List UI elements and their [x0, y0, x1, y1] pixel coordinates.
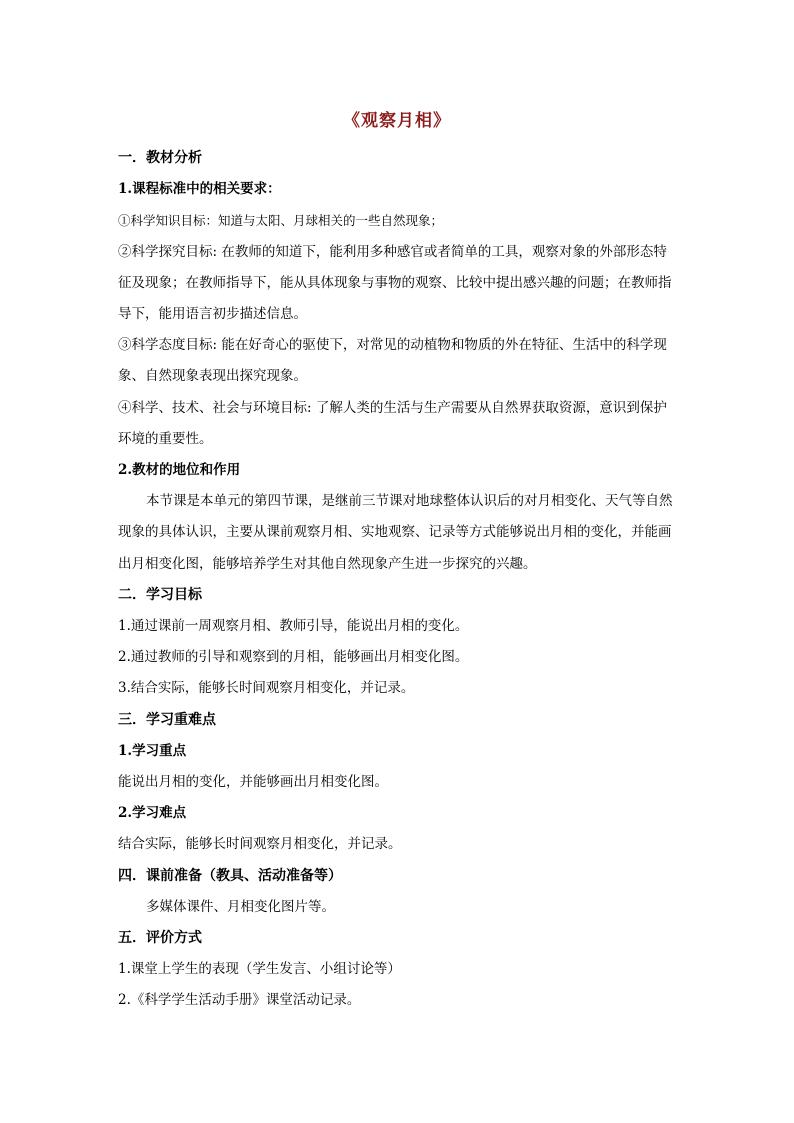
section-heading-2: 二．学习目标 — [118, 586, 202, 603]
list-item-evaluation-2: 2.《科学学生活动手册》课堂活动记录。 — [118, 992, 361, 1009]
list-item-evaluation-1: 1.课堂上学生的表现（学生发言、小组讨论等） — [118, 961, 401, 978]
paragraph-attitude-goal: ③科学态度目标: 能在好奇心的驱使下，对常见的动植物和物质的外在特征、生活中的科学现象、自然现象表现出探究现象。 — [118, 337, 667, 385]
list-item-objective-1: 1.通过课前一周观察月相、教师引导，能说出月相的变化。 — [118, 618, 469, 635]
section-heading-1: 一．教材分析 — [118, 150, 202, 166]
document-title: 《观察月相》 — [343, 111, 451, 131]
paragraph-inquiry-goal: ②科学探究目标: 在教师的知道下，能利用多种感官或者简单的工具，观察对象的外部形态特征及现象；在教师指导下，能从具体现象与事物的观察、比较中提出感兴趣的问题；在教师指导下，能用语言初步描述信息。 — [118, 243, 672, 323]
paragraph-sts-goal: ④科学、技术、社会与环境目标: 了解人类的生活与生产需要从自然界获取资源，意识到保护环境的重要性。 — [118, 399, 667, 447]
subheading-curriculum-requirements: 1.课程标准中的相关要求： — [118, 181, 281, 198]
section-heading-3: 三．学习重难点 — [118, 711, 216, 728]
document-body — [118, 143, 678, 1017]
section-heading-4: 四．课前准备（教具、活动准备等） — [118, 867, 342, 884]
paragraph-knowledge-goal: ①科学知识目标：知道与太阳、月球相关的一些自然现象； — [118, 213, 444, 229]
subheading-difficulty: 2.学习难点 — [118, 805, 187, 822]
paragraph-preparation: 多媒体课件、月相变化图片等。 — [146, 898, 335, 915]
section-heading-5: 五．评价方式 — [118, 930, 202, 947]
subheading-material-role: 2.教材的地位和作用 — [118, 462, 241, 479]
list-item-objective-3: 3.结合实际，能够长时间观察月相变化，并记录。 — [118, 680, 415, 697]
paragraph-key-point: 能说出月相的变化，并能够画出月相变化图。 — [118, 774, 388, 791]
subheading-key-point: 1.学习重点 — [118, 742, 187, 759]
list-item-objective-2: 2.通过教师的引导和观察到的月相，能够画出月相变化图。 — [118, 649, 469, 666]
paragraph-material-role: 本节课是本单元的第四节课，是继前三节课对地球整体认识后的对月相变化、天气等自然现象的具体认识，主要从课前观察月相、实地观察、记录等方式能够说出月相的变化，并能画出月相变化图，能够培养学生对其他自然现象产生进一步探究的兴趣。 — [118, 493, 673, 572]
paragraph-difficulty: 结合实际，能够长时间观察月相变化，并记录。 — [118, 836, 402, 853]
